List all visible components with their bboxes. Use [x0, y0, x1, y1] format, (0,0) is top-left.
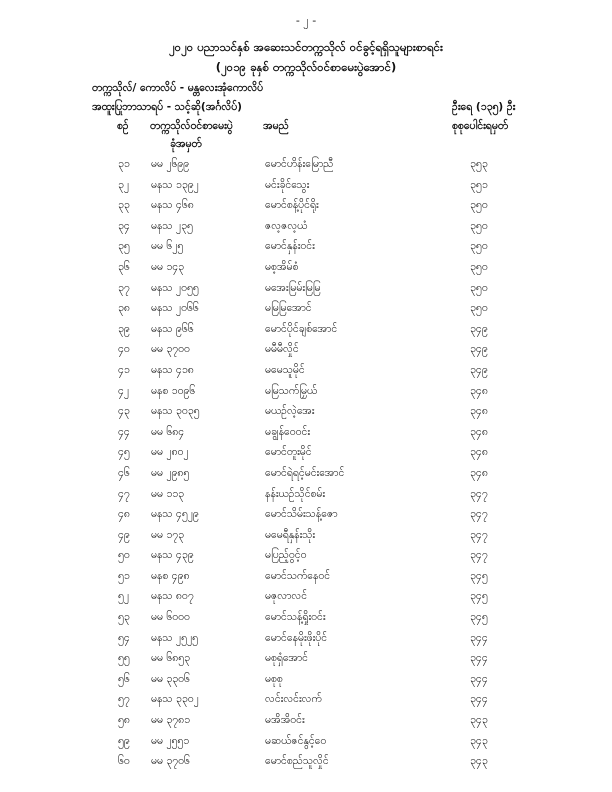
roll-number: မမ ၃၇၈၁: [151, 714, 191, 727]
student-name: မောင်နှန်းဝင်း: [265, 240, 315, 253]
university-line: တက္ကသိုလ်/ ကောလိပ် - မန္တလေးအုံကောလိပ်: [92, 82, 264, 94]
table-row: [0, 442, 612, 463]
total-score: ၃၄၈: [470, 446, 488, 459]
total-score: ၃၄၈: [470, 384, 488, 397]
row-number: ၅၉: [118, 734, 130, 747]
student-name: မစုစု: [265, 672, 283, 685]
column-header-name: အမည်: [263, 120, 289, 132]
row-number: ၃၅: [118, 240, 130, 253]
total-score: ၃၄၇: [470, 549, 488, 562]
roll-number: မမ ၁၄၃: [151, 260, 185, 273]
student-name: နန်းယဉ်သိုင်စမ်း: [265, 487, 326, 500]
student-name: ဇလ့ဇလ့ယံ: [265, 219, 308, 232]
roll-number: မနသ ၃၀၃၅: [151, 405, 200, 418]
roll-number: မနသ ၄၅၂၉: [151, 508, 199, 521]
table-row: [0, 525, 612, 546]
total-score: ၃၄၇: [470, 528, 488, 541]
total-score: ၃၄၅: [470, 590, 488, 603]
roll-number: မနစ ၁၀၉၆: [151, 384, 196, 397]
table-row: [0, 463, 612, 484]
table-row: [0, 278, 612, 299]
row-number: ၃၉: [118, 322, 130, 335]
roll-number: မမ ၂၈၀၂: [151, 446, 189, 459]
department-line: အထူးပြုဘာသာရပ် - သင့်ဆို(အင်္ဂလိပ်): [92, 101, 242, 113]
column-header-no: စဉ်: [117, 120, 129, 132]
roll-number: မနသ ၂၃၅: [151, 219, 193, 232]
row-number: ၅၆: [118, 672, 130, 685]
total-score: ၃၅၀: [470, 240, 488, 253]
row-number: ၄၄: [118, 425, 130, 438]
total-score: ၃၄၄: [470, 631, 488, 644]
total-score: ၃၄၃: [470, 714, 488, 727]
column-header-id: တက္ကသိုလ်ဝင်စာမေးပွဲ: [150, 120, 233, 132]
table-row: [0, 566, 612, 587]
student-name: မောင်ပိုင်ချစ်အောင်: [265, 322, 338, 335]
table-row: [0, 669, 612, 690]
row-number: ၅၂: [118, 590, 130, 603]
total-score: ၃၄၄: [470, 652, 488, 665]
total-score: ၃၄၈: [470, 466, 488, 479]
student-name: မစ့အိမ်စံ: [265, 260, 299, 273]
student-name: မမြမြအောင်: [265, 302, 312, 315]
table-row: [0, 422, 612, 443]
table-row: [0, 689, 612, 710]
roll-number: မမ ၂၉၈၅: [151, 466, 190, 479]
roll-number: မမ ၁၁၃: [151, 487, 185, 500]
student-name: မမြသက်မြှယ်: [265, 384, 318, 397]
row-number: ၄၅: [118, 446, 130, 459]
row-number: ၃၁: [118, 158, 130, 170]
student-name: မအိအိဝင်း: [265, 714, 305, 727]
student-name: လင်းလင်းလက်: [265, 693, 322, 706]
table-row: [0, 319, 612, 340]
row-number: ၅၁: [118, 569, 130, 582]
table-row: [0, 504, 612, 525]
student-name: မင်းခိုင်သွေး: [265, 178, 310, 191]
table-row: [0, 257, 612, 278]
table-row: [0, 751, 612, 772]
table-row: [0, 381, 612, 402]
table-row: [0, 484, 612, 505]
total-score: ၃၄၅: [470, 611, 488, 624]
row-number: ၅၇: [118, 693, 130, 706]
row-number: ၄၀: [118, 343, 130, 356]
student-name: မဇုလာလင်: [265, 590, 308, 603]
student-name: မောင်ဟိန်းမြောညီ: [265, 158, 334, 170]
total-score: ၃၄၉: [470, 322, 488, 335]
row-number: ၄၆: [118, 466, 130, 479]
roll-number: မမ ၂၆၉၉: [151, 158, 190, 170]
document-subtitle: (၂၀၁၉ ခုနှစ် တက္ကသိုလ်ဝင်စာမေးပွဲအောင်): [215, 60, 397, 74]
roll-number: မမ ၆၈၅၃: [151, 652, 191, 665]
total-score: ၃၄၄: [470, 693, 488, 706]
student-name: မောင်သန့်ရှိုးဝင်း: [265, 611, 326, 624]
total-score: ၃၄၃: [470, 755, 488, 768]
roll-number: မမ ၂၅၅၁: [151, 734, 190, 747]
table-row: [0, 154, 612, 175]
row-number: ၃၃: [118, 199, 130, 212]
page-number: - ၂ -: [295, 14, 317, 27]
total-score: ၃၄၇: [470, 487, 488, 500]
total-score: ၃၄၄: [470, 672, 488, 685]
student-name: မောင်သက်နေဝင်: [265, 569, 331, 582]
total-score: ၃၅၀: [470, 302, 488, 315]
table-row: [0, 236, 612, 257]
table-row: [0, 586, 612, 607]
table-row: [0, 628, 612, 649]
row-number: ၅၃: [118, 611, 130, 624]
row-number: ၄၈: [118, 508, 130, 521]
total-score: ၃၅၀: [470, 199, 488, 212]
table-row: [0, 607, 612, 628]
row-number: ၄၁: [118, 363, 130, 376]
roll-number: မနသ ၄၁၈: [151, 363, 194, 376]
total-score: ၃၄၅: [470, 569, 488, 582]
table-row: [0, 648, 612, 669]
roll-number: မနသ ၄၃၉: [151, 549, 194, 562]
table-row: [0, 175, 612, 196]
student-name: မမေသူမိုင်: [265, 363, 305, 376]
column-header-score: စုစုပေါင်းရမှတ်: [452, 120, 509, 132]
row-number: ၃၄: [118, 219, 130, 232]
roll-number: မနသ ၁၃၉၂: [151, 178, 199, 191]
roll-number: မမ ၆၈၄: [151, 425, 185, 438]
student-name: မဆယ်ဇင်နွင့်ဝေ: [265, 734, 327, 747]
document-title: ၂၀၂၀ ပညာသင်နှစ် အဆေးသင်တက္ကသိုလ် ဝင်ခွင့်ရရှိသူများစာရင်း: [169, 40, 443, 54]
total-score: ၃၅၀: [470, 281, 488, 294]
table-row: [0, 339, 612, 360]
table-row: [0, 298, 612, 319]
table-row: [0, 216, 612, 237]
total-score: ၃၄၉: [470, 343, 488, 356]
row-number: ၃၇: [118, 281, 130, 294]
total-score: ၃၄၈: [470, 425, 488, 438]
roll-number: မနသ ၈၀၇: [151, 590, 194, 603]
seat-count: ဦးရေ (၁၃၅) ဦး: [452, 101, 516, 113]
roll-number: မနသ ၉၆၆: [151, 322, 194, 335]
student-name: မပြည့်ဝွင့်ဝ: [265, 549, 307, 562]
roll-number: မမ ၃၇၀၆: [151, 755, 190, 768]
table-row: [0, 401, 612, 422]
total-score: ၃၄၃: [470, 734, 488, 747]
table-row: [0, 195, 612, 216]
row-number: ၅၅: [118, 652, 130, 665]
row-number: ၄၂: [118, 384, 130, 397]
row-number: ၅၀: [118, 549, 130, 562]
student-name: မအေးမြမ်းမြမြ: [265, 281, 321, 294]
roll-number: မမ ၁၇၃: [151, 528, 185, 541]
total-score: ၃၅၀: [470, 260, 488, 273]
table-row: [0, 710, 612, 731]
student-name: မောင်စည်သူလှိုင်: [265, 755, 329, 768]
row-number: ၆၀: [118, 755, 130, 768]
row-number: ၄၉: [118, 528, 130, 541]
student-name: မောင်တူးမိုင်: [265, 446, 312, 459]
total-score: ၃၅၁: [470, 178, 488, 191]
total-score: ၃၄၈: [470, 405, 488, 418]
student-name: မစုရှံအောင်: [265, 652, 309, 665]
roll-number: မမ ၆၀၀၀: [151, 611, 190, 624]
roll-number: မမ ၃၇၀၀: [151, 343, 190, 356]
row-number: ၄၃: [118, 405, 130, 418]
total-score: ၃၄၉: [470, 363, 488, 376]
row-number: ၅၈: [118, 714, 130, 727]
table-row: [0, 731, 612, 752]
roll-number: မနသ ၃၃၀၂: [151, 693, 199, 706]
student-table: [0, 154, 612, 772]
row-number: ၃၈: [118, 302, 130, 315]
student-name: မချွန်ဝေဝင်း: [265, 425, 310, 438]
total-score: ၃၅၃: [470, 158, 488, 170]
student-name: မောင်နေမိုးဖိုးပိုင်: [265, 631, 328, 644]
student-name: မမီမီလှိုင်: [265, 343, 299, 356]
total-score: ၃၄၇: [470, 508, 488, 521]
row-number: ၄၇: [118, 487, 130, 500]
student-name: မောင်သိမ်းသန့်ဇော: [265, 508, 338, 521]
roll-number: မနသ ၂၀၆၆: [151, 302, 199, 315]
student-name: မယဉ်လဲ့အေး: [265, 405, 315, 418]
roll-number: မနစ ၄၉၈: [151, 569, 190, 582]
row-number: ၅၄: [118, 631, 130, 644]
column-header-id-sub: ခုံအမှတ်: [170, 138, 202, 150]
table-row: [0, 545, 612, 566]
total-score: ၃၅၀: [470, 219, 488, 232]
student-name: မောင်ရဲရင့်မင်းအောင်: [265, 466, 345, 479]
roll-number: မမ ၃၃၀၆: [151, 672, 190, 685]
row-number: ၃၆: [118, 260, 130, 273]
roll-number: မနသ ၂၀၅၅: [151, 281, 199, 294]
roll-number: မနသ ၂၅၂၅: [151, 631, 199, 644]
roll-number: မမ ၆၂၅: [151, 240, 184, 253]
student-name: မောင်စန့်ပိုင်ရိုး: [265, 199, 319, 212]
student-name: မမေရီနှန်းသိုး: [265, 528, 316, 541]
table-row: [0, 360, 612, 381]
roll-number: မနသ ၄၆၈: [151, 199, 194, 212]
row-number: ၃၂: [118, 178, 130, 191]
